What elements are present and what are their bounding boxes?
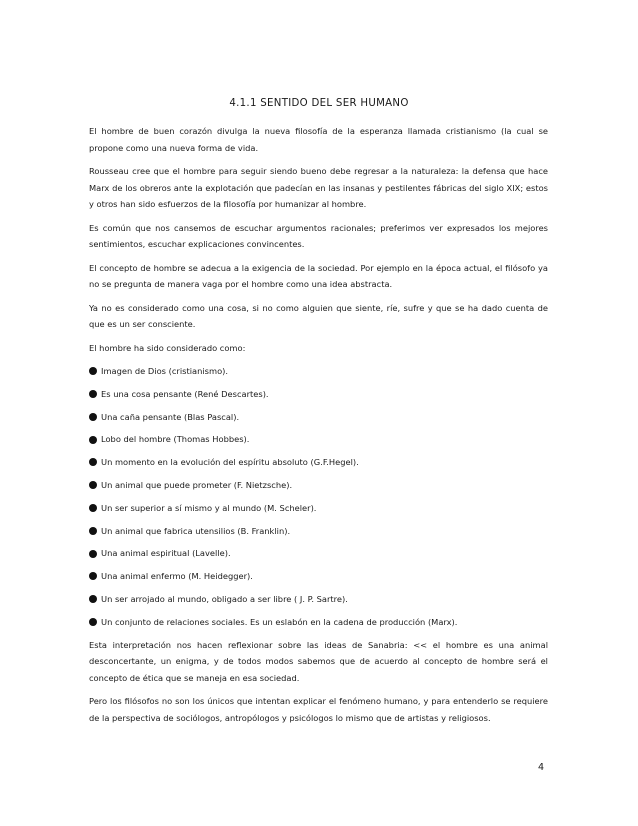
list-item <box>89 386 548 403</box>
list-item <box>89 477 548 494</box>
paragraph: El hombre de buen corazón divulga la nueva filosofía de la esperanza llamada cristianismo (la cual se propone como una nueva forma de vida. <box>89 126 548 153</box>
list-item-text: Una animal enfermo (M. Heidegger). <box>101 571 253 582</box>
list-item <box>89 591 548 608</box>
concept-list <box>89 363 548 630</box>
list-item <box>89 545 548 562</box>
list-item <box>89 363 548 380</box>
bullet-icon <box>89 458 97 466</box>
list-item-text: Imagen de Dios (cristianismo). <box>101 366 229 376</box>
paragraph: Es común que nos cansemos de escuchar argumentos racionales; preferimos ver expresados los mejores sentimientos, escuchar explicaciones convincentes. <box>89 222 548 249</box>
bullet-icon <box>89 595 97 603</box>
bullet-icon <box>89 618 97 626</box>
paragraph: El concepto de hombre se adecua a la exigencia de la sociedad. Por ejemplo en la época actual, el filósofo ya no se pregunta de manera vaga por el hombre como una idea abstracta. <box>89 262 548 289</box>
paragraph: Rousseau cree que el hombre para seguir siendo bueno debe regresar a la naturaleza: la defensa que hace Marx de los obreros ante la explotación que padecían en las insanas y pestilentes fábricas del siglo XIX; estos y otros han sido esfuerzos de la filosofía por humanizar al hombre. <box>89 166 548 209</box>
list-item-text: Una caña pensante (Blas Pascal). <box>101 411 240 422</box>
list-item-text: Un ser superior a sí mismo y al mundo (M. Scheler). <box>101 502 317 513</box>
paragraph: Ya no es considerado como una cosa, si no como alguien que siente, ríe, sufre y que se ha dado cuenta de que es un ser consciente. <box>89 302 548 329</box>
list-intro: El hombre ha sido considerado como: <box>89 342 246 353</box>
section-heading: 4.1.1 SENTIDO DEL SER HUMANO <box>229 98 409 109</box>
list-item <box>89 431 548 448</box>
bullet-icon <box>89 413 97 421</box>
bullet-icon <box>89 527 97 535</box>
list-item-text: Lobo del hombre (Thomas Hobbes). <box>101 434 250 445</box>
list-item <box>89 614 548 631</box>
list-item <box>89 568 548 585</box>
paragraph: Esta interpretación nos hacen reflexionar sobre las ideas de Sanabria: << el hombre es una animal desconcertante, un enigma, y de todos modos sabemos que de acuerdo al concepto de hombre será el concepto de ética que se maneja en esa sociedad. <box>89 639 548 683</box>
list-item <box>89 523 548 540</box>
list-item-text: Una animal espiritual (Lavelle). <box>101 548 231 559</box>
list-item <box>89 409 548 426</box>
bullet-icon <box>89 572 97 580</box>
bullet-icon <box>89 550 97 558</box>
list-item-text: Un animal que puede prometer (F. Nietzsche). <box>101 479 293 490</box>
list-item-text: Un animal que fabrica utensilios (B. Franklin). <box>101 525 291 536</box>
list-item-text: Un conjunto de relaciones sociales. Es un eslabón en la cadena de producción (Marx). <box>101 616 458 627</box>
bullet-icon <box>89 504 97 512</box>
list-item-text: Un momento en la evolución del espíritu absoluto (G.F.Hegel). <box>101 457 359 468</box>
list-item <box>89 454 548 471</box>
bullet-icon <box>89 481 97 489</box>
bullet-icon <box>89 367 97 375</box>
list-item <box>89 500 548 517</box>
list-item-text: Un ser arrojado al mundo, obligado a ser libre ( J. P. Sartre). <box>101 593 348 604</box>
bullet-icon <box>89 436 97 444</box>
document-body <box>89 123 548 733</box>
bullet-icon <box>89 390 97 398</box>
list-item-text: Es una cosa pensante (René Descartes). <box>101 388 269 399</box>
paragraph: Pero los filósofos no son los únicos que intentan explicar el fenómeno humano, y para entenderlo se requiere de la perspectiva de sociólogos, antropólogos y psicólogos lo mismo que de artistas y religiosos. <box>89 696 548 723</box>
page-number: 4 <box>538 762 545 773</box>
